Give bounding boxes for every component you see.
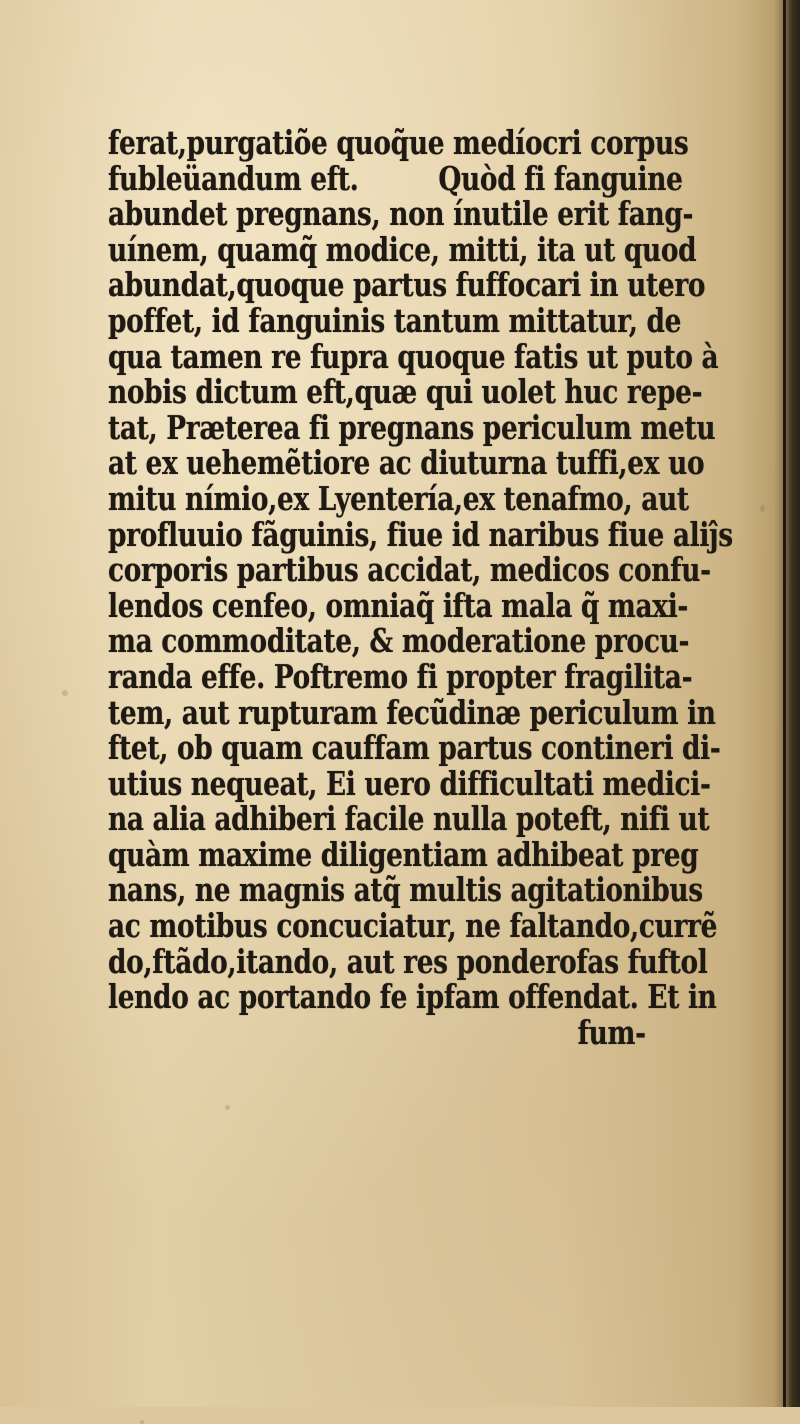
- text-line: corporis partibus accidat, medicos confu-: [108, 550, 711, 590]
- gutter-edge: [783, 0, 786, 1407]
- text-line: tem, aut rupturam fecũdinæ periculum in: [108, 692, 716, 732]
- text-line: poffet, id fanguinis tantum mittatur, de: [108, 300, 682, 340]
- book-gutter: [774, 0, 800, 1407]
- text-line: do,ftãdo,itando, aut res ponderofas fuftol: [108, 941, 708, 981]
- catchword: fum-: [577, 1012, 646, 1052]
- text-line: ferat,purgatiõe quoq̃ue medíocri corpus: [108, 123, 689, 162]
- text-line: lendo ac portando fe ipfam offendat. Et in: [108, 977, 717, 1017]
- text-line: nans, ne magnis atq̃ multis agitationibus: [108, 870, 703, 910]
- text-line: utius nequeat, Ei uero difficultati medici-: [108, 763, 711, 803]
- text-line: qua tamen re fupra quoque fatis ut puto à: [108, 336, 719, 376]
- text-line: ac motibus concuciatur, ne faltando,currẽ: [108, 906, 718, 946]
- main-text-block: [108, 125, 772, 1050]
- text-line: na alia adhiberi facile nulla poteft, nifi ut: [108, 799, 710, 839]
- paper-stain: [140, 1420, 144, 1424]
- text-line: tat, Præterea fi pregnans periculum metu: [108, 407, 716, 447]
- paper-stain: [62, 690, 68, 696]
- paper-stain: [760, 505, 765, 512]
- text-line: lendos cenfeo, omniaq̃ ifta mala q̃ maxi-: [108, 585, 689, 625]
- text-line: profluuio fãguinis, fiue id naribus fiue aliĵs: [108, 514, 733, 554]
- text-line: quàm maxime diligentiam adhibeat preg: [108, 834, 699, 874]
- text-line: uínem, quamq̃ modice, mitti, ita ut quod: [108, 229, 697, 269]
- text-line: fubleüandum eft. Quòd fi fanguine: [108, 158, 683, 198]
- text-line: abundet pregnans, non ínutile erit fang-: [108, 194, 694, 234]
- text-line: ma commoditate, & moderatione procu-: [108, 621, 690, 661]
- paper-stain: [225, 1105, 230, 1110]
- text-line: abundat,quoque partus fuffocari in utero: [108, 265, 706, 305]
- text-line: ftet, ob quam cauffam partus contineri di-: [108, 728, 721, 768]
- text-line: at ex uehemẽtiore ac diuturna tuffi,ex uo: [108, 443, 705, 483]
- text-line: nobis dictum eft,quæ qui uolet huc repe-: [108, 372, 703, 412]
- text-line: randa effe. Poftremo fi propter fragilita-: [108, 656, 693, 696]
- text-line: mitu nímio,ex Lyentería,ex tenafmo, aut: [108, 478, 689, 518]
